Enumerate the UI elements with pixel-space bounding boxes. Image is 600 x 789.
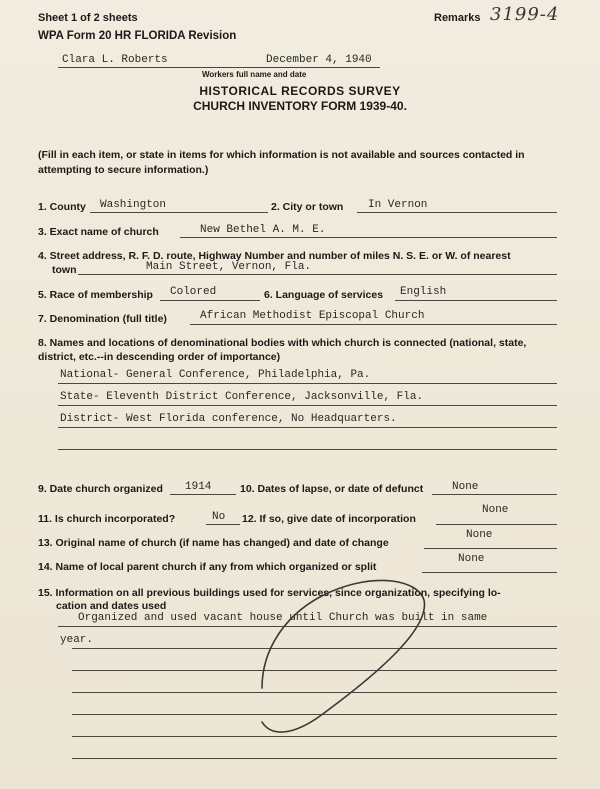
buildings-line-1: Organized and used vacant house until Church was built in same [78, 612, 488, 624]
language-value: English [400, 286, 447, 298]
street-value: Main Street, Vernon, Fla. [146, 261, 312, 273]
original-name-label: 13. Original name of church (if name has changed) and date of change [38, 537, 389, 549]
city-label: 2. City or town [271, 201, 344, 213]
body-district: District- West Florida conference, No Headquarters. [60, 413, 397, 425]
sheet-label: Sheet 1 of 2 sheets [38, 12, 138, 24]
worker-name: Clara L. Roberts [62, 54, 168, 66]
worker-date: December 4, 1940 [266, 54, 372, 66]
survey-title: HISTORICAL RECORDS SURVEY [199, 84, 401, 98]
buildings-label: 15. Information on all previous buildings used for services, since organization, specifying lo- [38, 587, 501, 599]
church-name-label: 3. Exact name of church [38, 226, 159, 238]
city-value: In Vernon [368, 199, 428, 211]
race-label: 5. Race of membership [38, 289, 153, 301]
remarks-value: 3199-4 [490, 4, 560, 25]
buildings-line-2: year. [60, 634, 94, 646]
instructions: (Fill in each item, or state in items for which information is not available and sources contacted in attempting to secure information.) [38, 149, 525, 176]
town-label: town [52, 264, 77, 276]
language-label: 6. Language of services [264, 289, 384, 301]
denomination-label: 7. Denomination (full title) [38, 313, 167, 325]
incorporation-date-value: None [482, 504, 509, 516]
incorporated-value: No [212, 511, 226, 523]
incorporated-label: 11. Is church incorporated? [38, 513, 176, 525]
bodies-label-2: district, etc.--in descending order of importance) [38, 351, 281, 363]
original-name-value: None [466, 529, 493, 541]
body-national: National- General Conference, Philadelphia, Pa. [60, 369, 371, 381]
bodies-label: 8. Names and locations of denominational bodies with which church is connected (national, state, [38, 337, 527, 349]
parent-church-label: 14. Name of local parent church if any from which organized or split [38, 561, 377, 573]
county-label: 1. County [38, 201, 86, 213]
body-state: State- Eleventh District Conference, Jacksonville, Fla. [60, 391, 424, 403]
buildings-label-2: cation and dates used [56, 600, 167, 612]
parent-church-value: None [458, 553, 485, 565]
denomination-value: African Methodist Episcopal Church [200, 310, 425, 322]
lapse-label: 10. Dates of lapse, or date of defunct [240, 483, 424, 495]
incorporation-date-label: 12. If so, give date of incorporation [242, 513, 416, 525]
race-value: Colored [170, 286, 217, 298]
lapse-value: None [452, 481, 479, 493]
worker-caption: Workers full name and date [202, 70, 307, 79]
form-label: WPA Form 20 HR FLORIDA Revision [38, 30, 237, 42]
church-name-value: New Bethel A. M. E. [200, 224, 326, 236]
organized-value: 1914 [185, 481, 212, 493]
remarks-label: Remarks [434, 12, 481, 24]
form-title: CHURCH INVENTORY FORM 1939-40. [193, 99, 407, 113]
county-value: Washington [100, 199, 167, 211]
street-label: 4. Street address, R. F. D. route, Highway Number and number of miles N. S. E. or W. of nearest [38, 250, 511, 262]
organized-label: 9. Date church organized [38, 483, 163, 495]
